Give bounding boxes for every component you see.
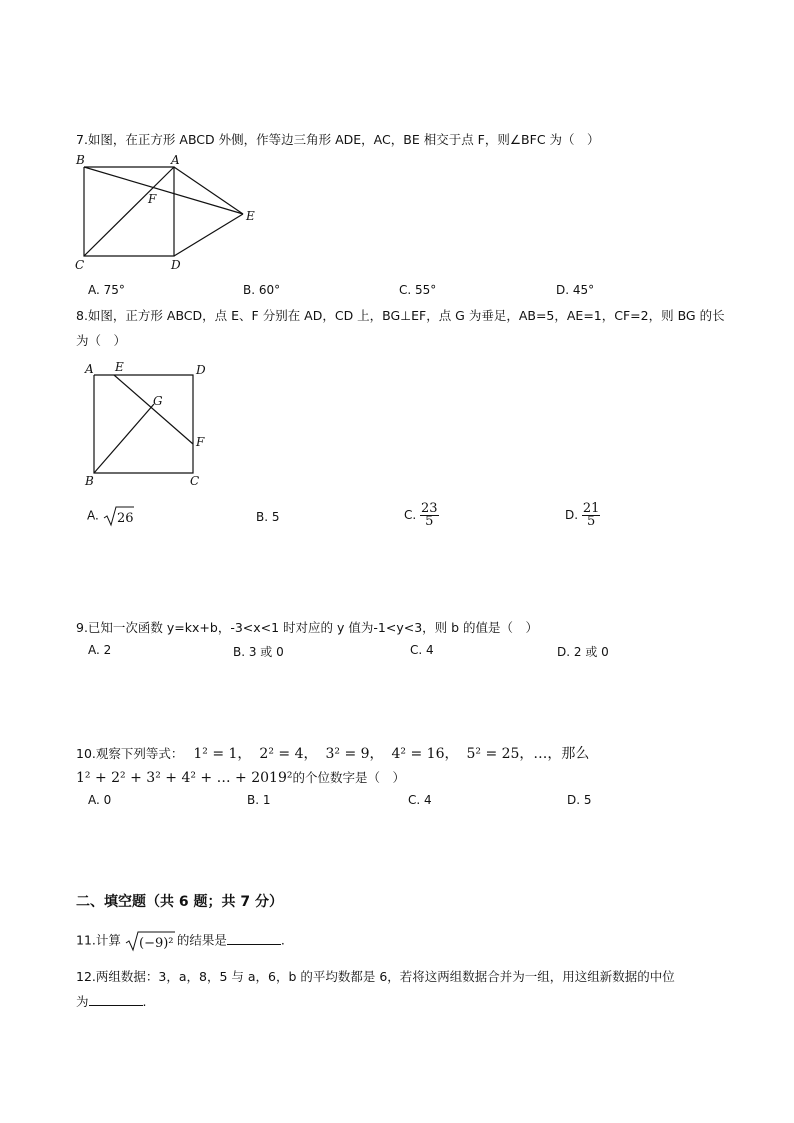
q8-text-line2: 为（ ） <box>76 333 127 348</box>
q8-figure <box>80 358 220 490</box>
q9-option-a: A. 2 <box>88 643 112 657</box>
q8-option-d <box>565 503 600 528</box>
q10-eq-3: 3² = 9， <box>325 746 384 762</box>
q10-option-b: B. 1 <box>247 793 271 807</box>
q7-option-a: A. 75° <box>88 283 125 297</box>
q10-eq-5: 5² = 25，…，那么 <box>466 746 590 762</box>
q12-line2-prefix: 为 <box>76 994 89 1009</box>
q10-option-d: D. 5 <box>567 793 592 807</box>
q7-text: 7.如图，在正方形 ABCD 外侧，作等边三角形 ADE，AC，BE 相交于点 F，则∠BFC 为（ ） <box>76 132 600 147</box>
q7-label-a: A <box>171 153 180 167</box>
q8-option-a-prefix: A. <box>87 508 99 523</box>
q10-eq-1: 1² = 1， <box>193 746 252 762</box>
q9-option-c: C. 4 <box>410 643 434 657</box>
q8-option-d-fraction <box>582 503 601 528</box>
q10-line1 <box>76 743 589 763</box>
q8-option-a-radicand: 26 <box>116 511 134 526</box>
q8-option-b: B. 5 <box>256 510 280 524</box>
q12-line1: 12.两组数据：3，a，8，5 与 a，6，b 的平均数都是 6，若将这两组数据合并为一组，用这组新数据的中位 <box>76 969 675 984</box>
q11-answer-blank[interactable] <box>227 932 281 945</box>
q8-option-c-denominator: 5 <box>425 514 434 529</box>
q8-option-d-prefix: D. <box>565 508 579 522</box>
q7-option-b: B. 60° <box>243 283 281 297</box>
q10-line2 <box>76 768 405 786</box>
q8-option-c <box>404 503 439 528</box>
q10-eq-4: 4² = 16， <box>391 746 459 762</box>
sqrt-icon <box>103 505 135 527</box>
q7-label-c: C <box>75 258 85 272</box>
q8-label-d: D <box>196 363 206 377</box>
q12-end: . <box>142 994 147 1009</box>
q8-label-f: F <box>196 435 205 449</box>
q8-option-c-fraction <box>420 503 439 528</box>
q10-sum-expression: 1² + 2² + 3² + 4² + … + 2019² <box>76 770 293 786</box>
q8-option-c-numerator: 23 <box>421 501 438 516</box>
q8-option-c-prefix: C. <box>404 508 417 522</box>
q7-label-d: D <box>171 258 181 272</box>
q10-line2-text: 的个位数字是（ ） <box>292 770 405 785</box>
q11-line <box>76 930 285 952</box>
q11-radicand: (−9)² <box>138 936 174 951</box>
section-title: 二、填空题（共 6 题；共 7 分） <box>76 894 283 910</box>
sqrt-icon <box>125 930 177 952</box>
q7-label-e: E <box>246 209 255 223</box>
q8-label-g: G <box>153 394 163 408</box>
q8-label-e: E <box>115 360 124 374</box>
q11-suffix: 的结果是 <box>176 932 227 948</box>
q7-option-c: C. 55° <box>399 283 437 297</box>
q9-text: 9.已知一次函数 y=kx+b，-3<x<1 时对应的 y 值为-1<y<3，则 b 的值是（ ） <box>76 620 539 635</box>
q9-option-b: B. 3 或 0 <box>233 645 284 659</box>
q8-option-d-numerator: 21 <box>582 501 600 516</box>
q10-option-a: A. 0 <box>88 793 112 807</box>
q11-end: . <box>280 932 285 948</box>
q8-option-d-denominator: 5 <box>587 514 596 529</box>
q10-eq-2: 2² = 4， <box>259 746 318 762</box>
q8-label-c: C <box>190 474 200 488</box>
q9-option-d: D. 2 或 0 <box>557 645 609 659</box>
q12-answer-blank[interactable] <box>89 993 143 1006</box>
q11-prefix: 11.计算 <box>76 932 121 948</box>
q8-label-a: A <box>85 362 94 376</box>
q7-option-d: D. 45° <box>556 283 595 297</box>
q12-line2 <box>76 992 147 1010</box>
q8-text-line1: 8.如图，正方形 ABCD，点 E、F 分别在 AD，CD 上，BG⊥EF，点 G 为垂足，AB=5，AE=1，CF=2，则 BG 的长 <box>76 308 725 323</box>
q10-prefix: 10.观察下列等式： <box>76 746 184 761</box>
q7-label-f: F <box>148 192 157 206</box>
q7-figure <box>70 150 270 275</box>
q10-option-c: C. 4 <box>408 793 432 807</box>
q8-label-b: B <box>85 474 94 488</box>
q8-option-a <box>87 505 135 527</box>
q7-label-b: B <box>76 153 85 167</box>
